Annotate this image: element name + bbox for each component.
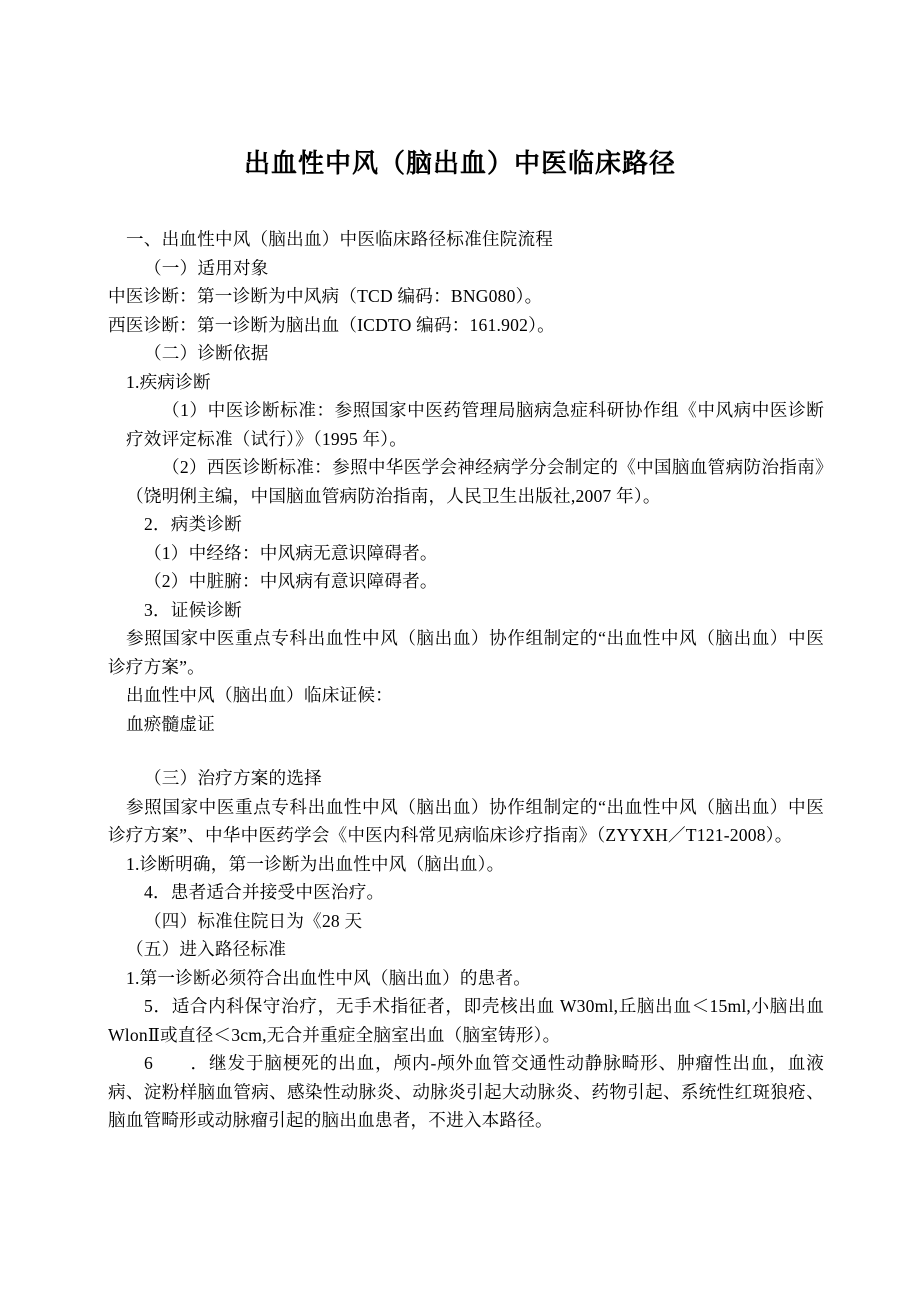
paragraph-4: 西医诊断：第一诊断为脑出血（ICDTO 编码：161.902）。: [108, 314, 555, 335]
document-body: [0, 225, 920, 1135]
paragraph-1: 一、出血性中风（脑出血）中医临床路径标准住院流程: [126, 229, 554, 250]
paragraph-8: （2）西医诊断标准：参照中华医学会神经病学分会制定的《中国脑血管病防治指南》（饶明俐主编，中国脑血管病防治指南，人民卫生出版社,2007 年）。: [126, 457, 824, 506]
paragraph-23: 5．适合内科保守治疗，无手术指征者，即壳核出血 W30ml,丘脑出血＜15ml,小脑出血 WlonⅡ或直径＜3cm,无合并重症全脑室出血（脑室铸形）。: [108, 996, 824, 1045]
paragraph-spacer: [108, 738, 824, 764]
paragraph-15: 血瘀髓虚证: [126, 713, 215, 734]
paragraph-13: 参照国家中医重点专科出血性中风（脑出血）协作组制定的“出血性中风（脑出血）中医诊疗方案”。: [108, 628, 824, 677]
paragraph-18: 1.诊断明确，第一诊断为出血性中风（脑出血）。: [126, 853, 505, 874]
paragraph-7: （1）中医诊断标准：参照国家中医药管理局脑病急症科研协作组《中风病中医诊断疗效评定标准（试行）》（1995 年）。: [126, 400, 824, 449]
paragraph-17: 参照国家中医重点专科出血性中风（脑出血）协作组制定的“出血性中风（脑出血）中医诊疗方案”、中华中医药学会《中医内科常见病临床诊疗指南》（ZYYXH／T121-2008）。: [108, 796, 824, 846]
paragraph-5: （二）诊断依据: [144, 343, 269, 364]
paragraph-6: 1.疾病诊断: [126, 371, 211, 392]
paragraph-11: （2）中脏腑：中风病有意识障碍者。: [144, 571, 438, 592]
paragraph-22: 1.第一诊断必须符合出血性中风（脑出血）的患者。: [126, 967, 532, 988]
paragraph-19: 4．患者适合并接受中医治疗。: [144, 882, 385, 903]
paragraph-9: 2．病类诊断: [144, 514, 242, 535]
paragraph-3: 中医诊断：第一诊断为中风病（TCD 编码：BNG080）。: [108, 286, 543, 307]
paragraph-24: 6 ．继发于脑梗死的出血，颅内-颅外血管交通性动静脉畸形、肿瘤性出血，血液病、淀粉样脑血管病、感染性动脉炎、动脉炎引起大动脉炎、药物引起、系统性红斑狼疮、脑血管畸形或动脉瘤引起的脑出血患者，不进入本路径。: [108, 1053, 824, 1131]
page-title: 出血性中风（脑出血）中医临床路径: [243, 149, 676, 178]
paragraph-20: （四）标准住院日为《28 天: [144, 910, 363, 931]
paragraph-12: 3．证候诊断: [144, 599, 242, 620]
paragraph-16: （三）治疗方案的选择: [144, 768, 322, 789]
paragraph-2: （一）适用对象: [144, 257, 269, 278]
paragraph-14: 出血性中风（脑出血）临床证候：: [126, 685, 393, 706]
paragraph-21: （五）进入路径标准: [126, 939, 287, 960]
paragraph-10: （1）中经络：中风病无意识障碍者。: [144, 542, 438, 563]
